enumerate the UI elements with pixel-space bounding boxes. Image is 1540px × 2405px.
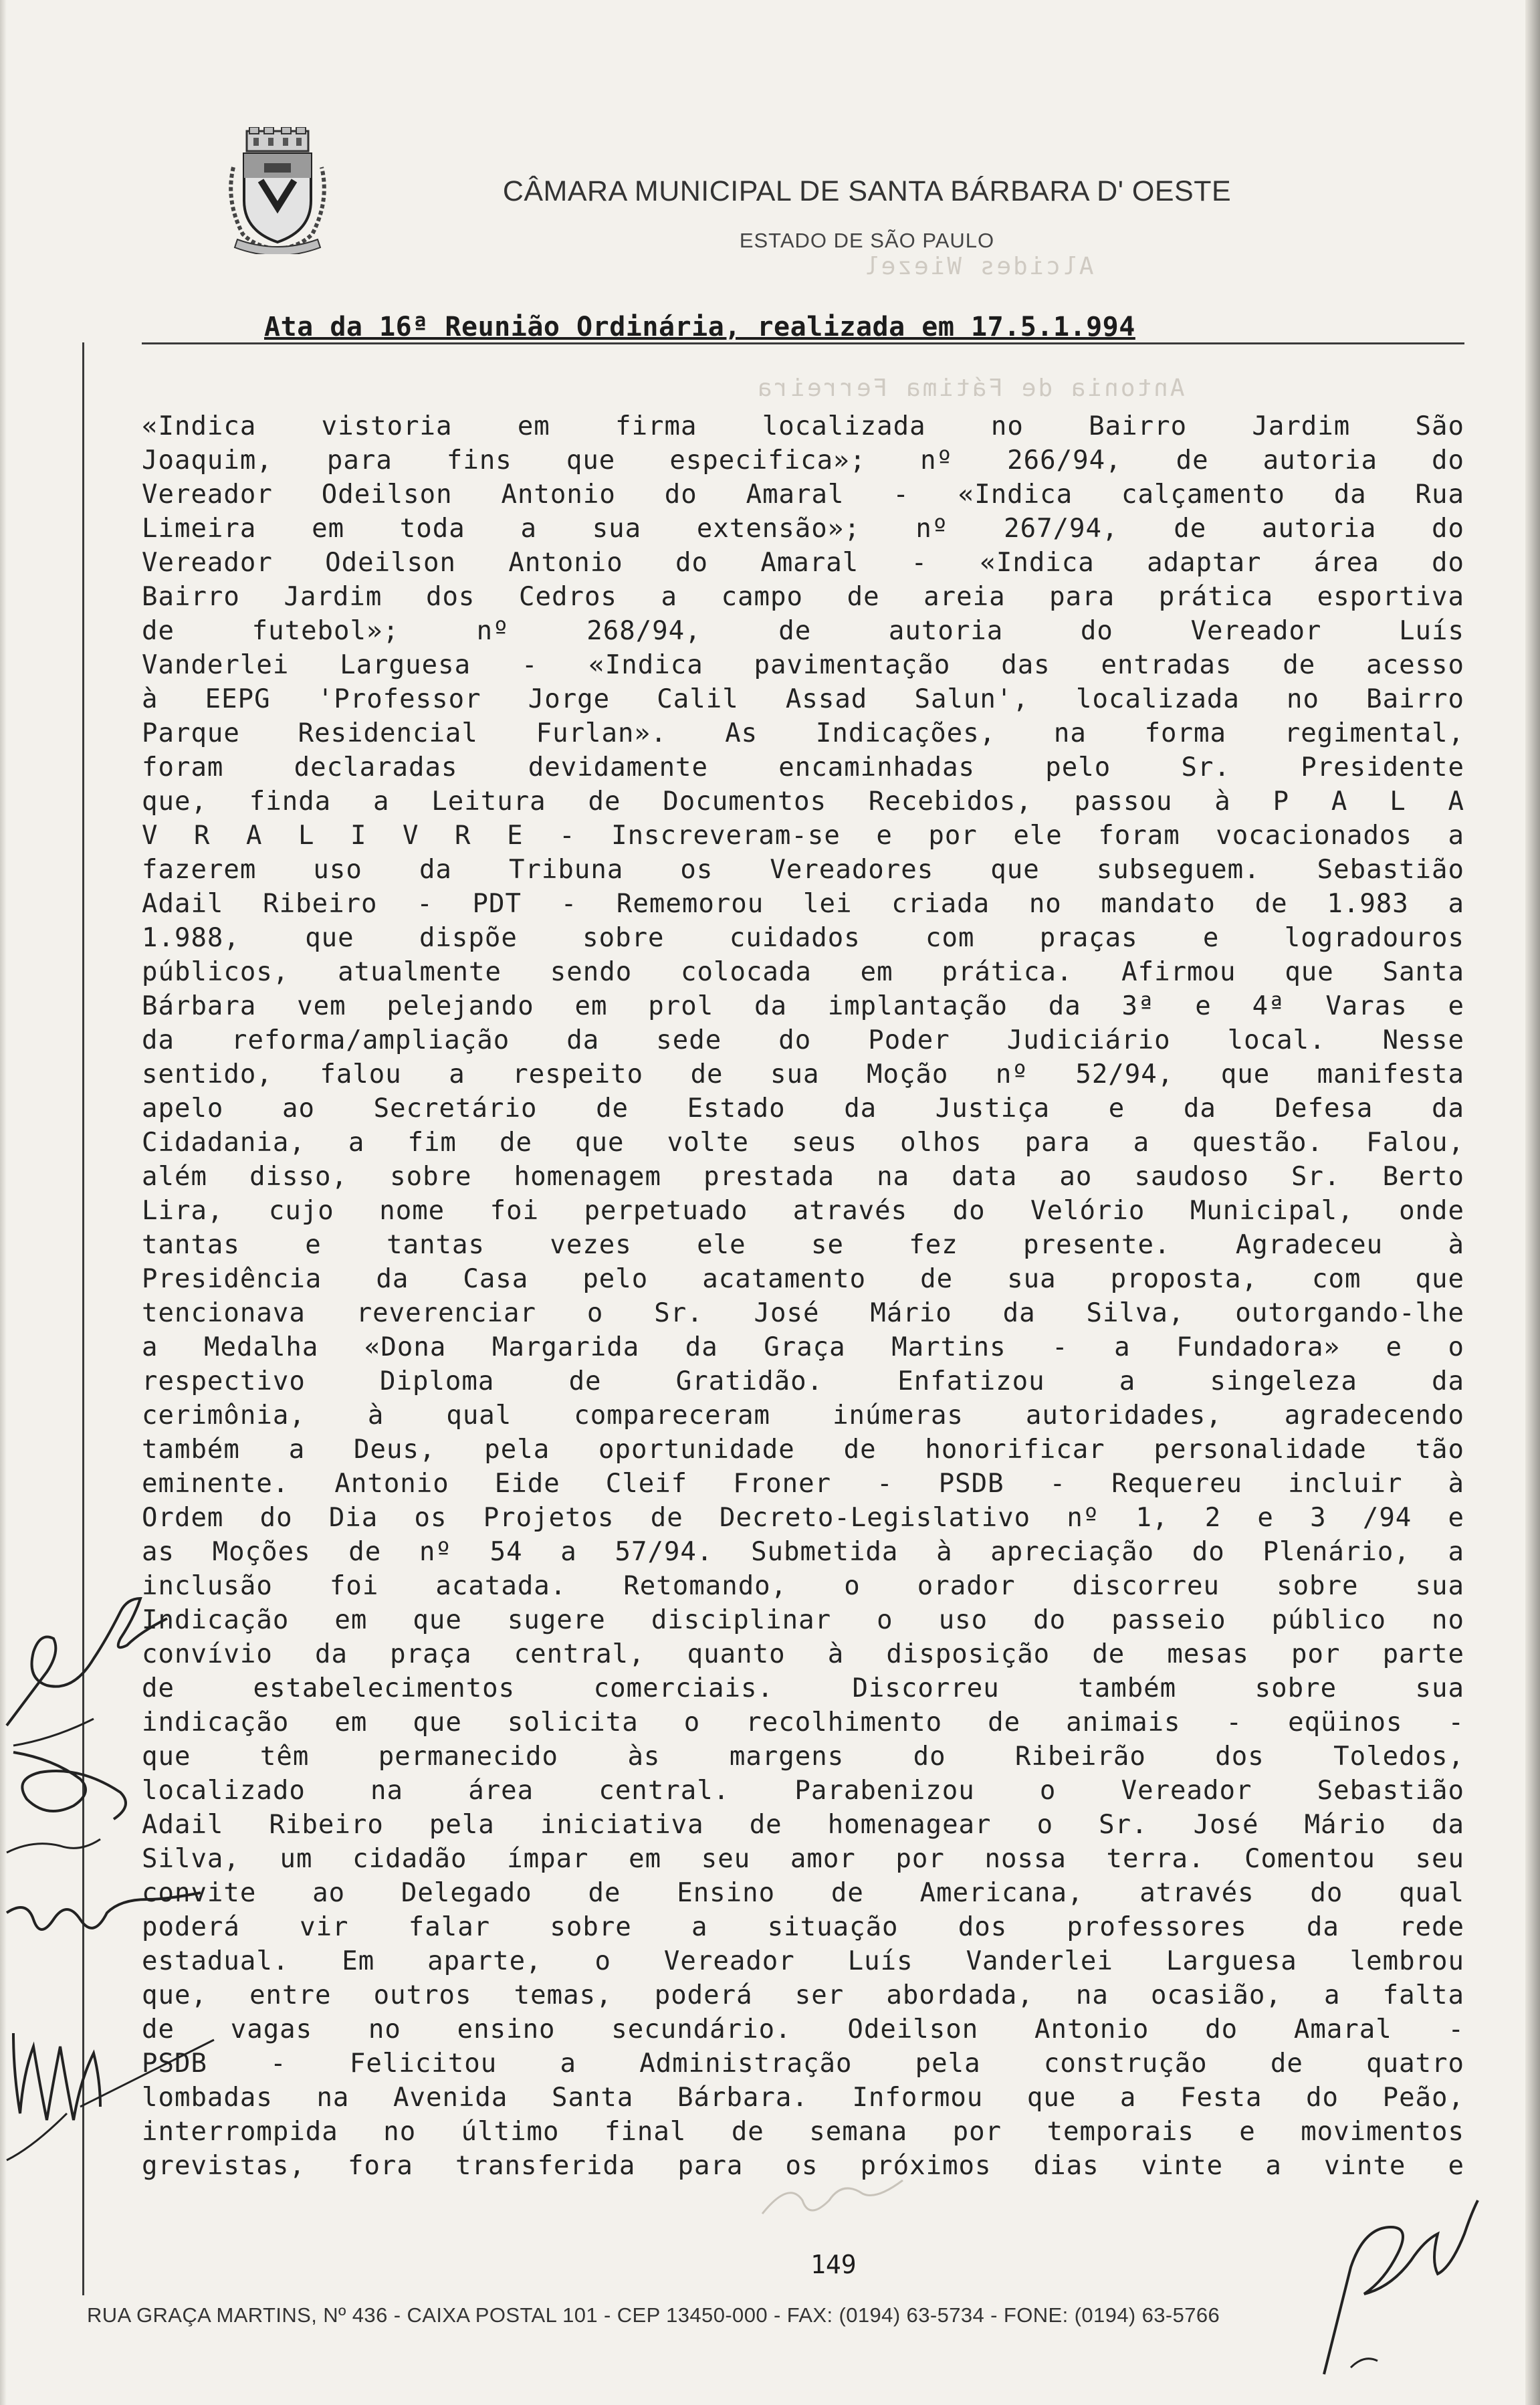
- body-line: Presidência da Casa pelo acatamento de sua proposta, com que: [142, 1264, 1464, 1294]
- body-line: cerimônia, à qual compareceram inúmeras autoridades, agradecendo: [142, 1400, 1464, 1431]
- title-underline-rule: [142, 342, 1464, 344]
- body-line: «Indica vistoria em firma localizada no Bairro Jardim São: [142, 411, 1464, 441]
- body-line: à EEPG 'Professor Jorge Calil Assad Salun', localizada no Bairro: [142, 684, 1464, 714]
- body-line: Cidadania, a fim de que volte seus olhos para a questão. Falou,: [142, 1128, 1464, 1158]
- body-line: que, finda a Leitura de Documentos Recebidos, passou à P A L A: [142, 787, 1464, 817]
- body-line: sentido, falou a respeito de sua Moção nº 52/94, que manifesta: [142, 1059, 1464, 1089]
- body-line: Vanderlei Larguesa - «Indica pavimentação das entradas de acesso: [142, 650, 1464, 680]
- body-line: Lira, cujo nome foi perpetuado através do Velório Municipal, onde: [142, 1196, 1464, 1226]
- minutes-body: [142, 409, 1464, 2183]
- body-line: Vereador Odeilson Antonio do Amaral - «Indica calçamento da Rua: [142, 480, 1464, 510]
- body-line: além disso, sobre homenagem prestada na data ao saudoso Sr. Berto: [142, 1162, 1464, 1192]
- body-line: grevistas, fora transferida para os próximos dias vinte a vinte e: [142, 2151, 1464, 2181]
- institution-state: ESTADO DE SÃO PAULO: [739, 229, 995, 252]
- bottom-right-signature: [1297, 2174, 1511, 2401]
- body-line: apelo ao Secretário de Estado da Justiça e da Defesa da: [142, 1093, 1464, 1124]
- minutes-title: Ata da 16ª Reunião Ordinária, realizada em 17.5.1.994: [264, 312, 1135, 342]
- body-line: inclusão foi acatada. Retomando, o orador discorreu sobre sua: [142, 1571, 1464, 1601]
- body-line: as Moções de nº 54 a 57/94. Submetida à apreciação do Plenário, a: [142, 1537, 1464, 1567]
- body-line: tantas e tantas vezes ele se fez presente. Agradeceu à: [142, 1230, 1464, 1260]
- body-line: interrompida no último final de semana por temporais e movimentos: [142, 2117, 1464, 2147]
- body-line: de estabelecimentos comerciais. Discorreu também sobre sua: [142, 1673, 1464, 1703]
- left-margin-rule: [82, 342, 84, 2295]
- body-line: de vagas no ensino secundário. Odeilson Antonio do Amaral -: [142, 2014, 1464, 2045]
- body-line: Silva, um cidadão ímpar em seu amor por nossa terra. Comentou seu: [142, 1844, 1464, 1874]
- body-line: foram declaradas devidamente encaminhadas pelo Sr. Presidente: [142, 752, 1464, 782]
- body-line: Vereador Odeilson Antonio do Amaral - «Indica adaptar área do: [142, 548, 1464, 578]
- body-line: convívio da praça central, quanto à disposição de mesas por parte: [142, 1639, 1464, 1669]
- show-through-text-1: Alcides Wiezel: [863, 253, 1094, 280]
- body-line: Limeira em toda a sua extensão»; nº 267/94, de autoria do: [142, 514, 1464, 544]
- body-line: públicos, atualmente sendo colocada em prática. Afirmou que Santa: [142, 957, 1464, 987]
- body-line: de futebol»; nº 268/94, de autoria do Vereador Luís: [142, 616, 1464, 646]
- page-number: 149: [810, 2250, 857, 2279]
- body-line: a Medalha «Dona Margarida da Graça Martins - a Fundadora» e o: [142, 1332, 1464, 1362]
- body-line: lombadas na Avenida Santa Bárbara. Informou que a Festa do Peão,: [142, 2083, 1464, 2113]
- body-line: Bárbara vem pelejando em prol da implantação da 3ª e 4ª Varas e: [142, 991, 1464, 1021]
- page-edge-left: [0, 0, 7, 2405]
- body-line: que, entre outros temas, poderá ser abordada, na ocasião, a falta: [142, 1980, 1464, 2010]
- institution-name: CÂMARA MUNICIPAL DE SANTA BÁRBARA D' OESTE: [502, 175, 1232, 207]
- body-line: fazerem uso da Tribuna os Vereadores que subseguem. Sebastião: [142, 855, 1464, 885]
- body-line: Ordem do Dia os Projetos de Decreto-Legislativo nº 1, 2 e 3 /94 e: [142, 1503, 1464, 1533]
- body-line: Adail Ribeiro - PDT - Rememorou lei criada no mandato de 1.983 a: [142, 889, 1464, 919]
- body-line: Adail Ribeiro pela iniciativa de homenagear o Sr. José Mário da: [142, 1810, 1464, 1840]
- body-line: PSDB - Felicitou a Administração pela construção de quatro: [142, 2049, 1464, 2079]
- body-line: 1.988, que dispõe sobre cuidados com praças e logradouros: [142, 923, 1464, 953]
- body-line: Parque Residencial Furlan». As Indicações, na forma regimental,: [142, 718, 1464, 748]
- body-line: indicação em que solicita o recolhimento de animais - eqüinos -: [142, 1707, 1464, 1738]
- body-line: V R A L I V R E - Inscreveram-se e por ele foram vocacionados a: [142, 821, 1464, 851]
- body-line: também a Deus, pela oportunidade de honorificar personalidade tão: [142, 1435, 1464, 1465]
- body-line: localizado na área central. Parabenizou o Vereador Sebastião: [142, 1776, 1464, 1806]
- body-line: que têm permanecido às margens do Ribeirão dos Toledos,: [142, 1742, 1464, 1772]
- body-line: poderá vir falar sobre a situação dos professores da rede: [142, 1912, 1464, 1942]
- body-line: eminente. Antonio Eide Cleif Froner - PSDB - Requereu incluir à: [142, 1469, 1464, 1499]
- body-line: Joaquim, para fins que especifica»; nº 266/94, de autoria do: [142, 445, 1464, 476]
- body-line: respectivo Diploma de Gratidão. Enfatizou a singeleza da: [142, 1366, 1464, 1396]
- body-line: estadual. Em aparte, o Vereador Luís Vanderlei Larguesa lembrou: [142, 1946, 1464, 1976]
- body-line: convite ao Delegado de Ensino de Americana, através do qual: [142, 1878, 1464, 1908]
- footer-address: RUA GRAÇA MARTINS, Nº 436 - CAIXA POSTAL 101 - CEP 13450-000 - FAX: (0194) 63-5734 - FONE: (0194) 63-5766: [87, 2303, 1220, 2327]
- body-line: tencionava reverenciar o Sr. José Mário da Silva, outorgando-lhe: [142, 1298, 1464, 1328]
- body-line: da reforma/ampliação da sede do Poder Judiciário local. Nesse: [142, 1025, 1464, 1055]
- page-edge-right: [1525, 0, 1540, 2405]
- show-through-text-2: Antonia de Fátima Ferreira: [756, 375, 1185, 402]
- body-line: Indicação em que sugere disciplinar o uso do passeio público no: [142, 1605, 1464, 1635]
- body-line: Bairro Jardim dos Cedros a campo de areia para prática esportiva: [142, 582, 1464, 612]
